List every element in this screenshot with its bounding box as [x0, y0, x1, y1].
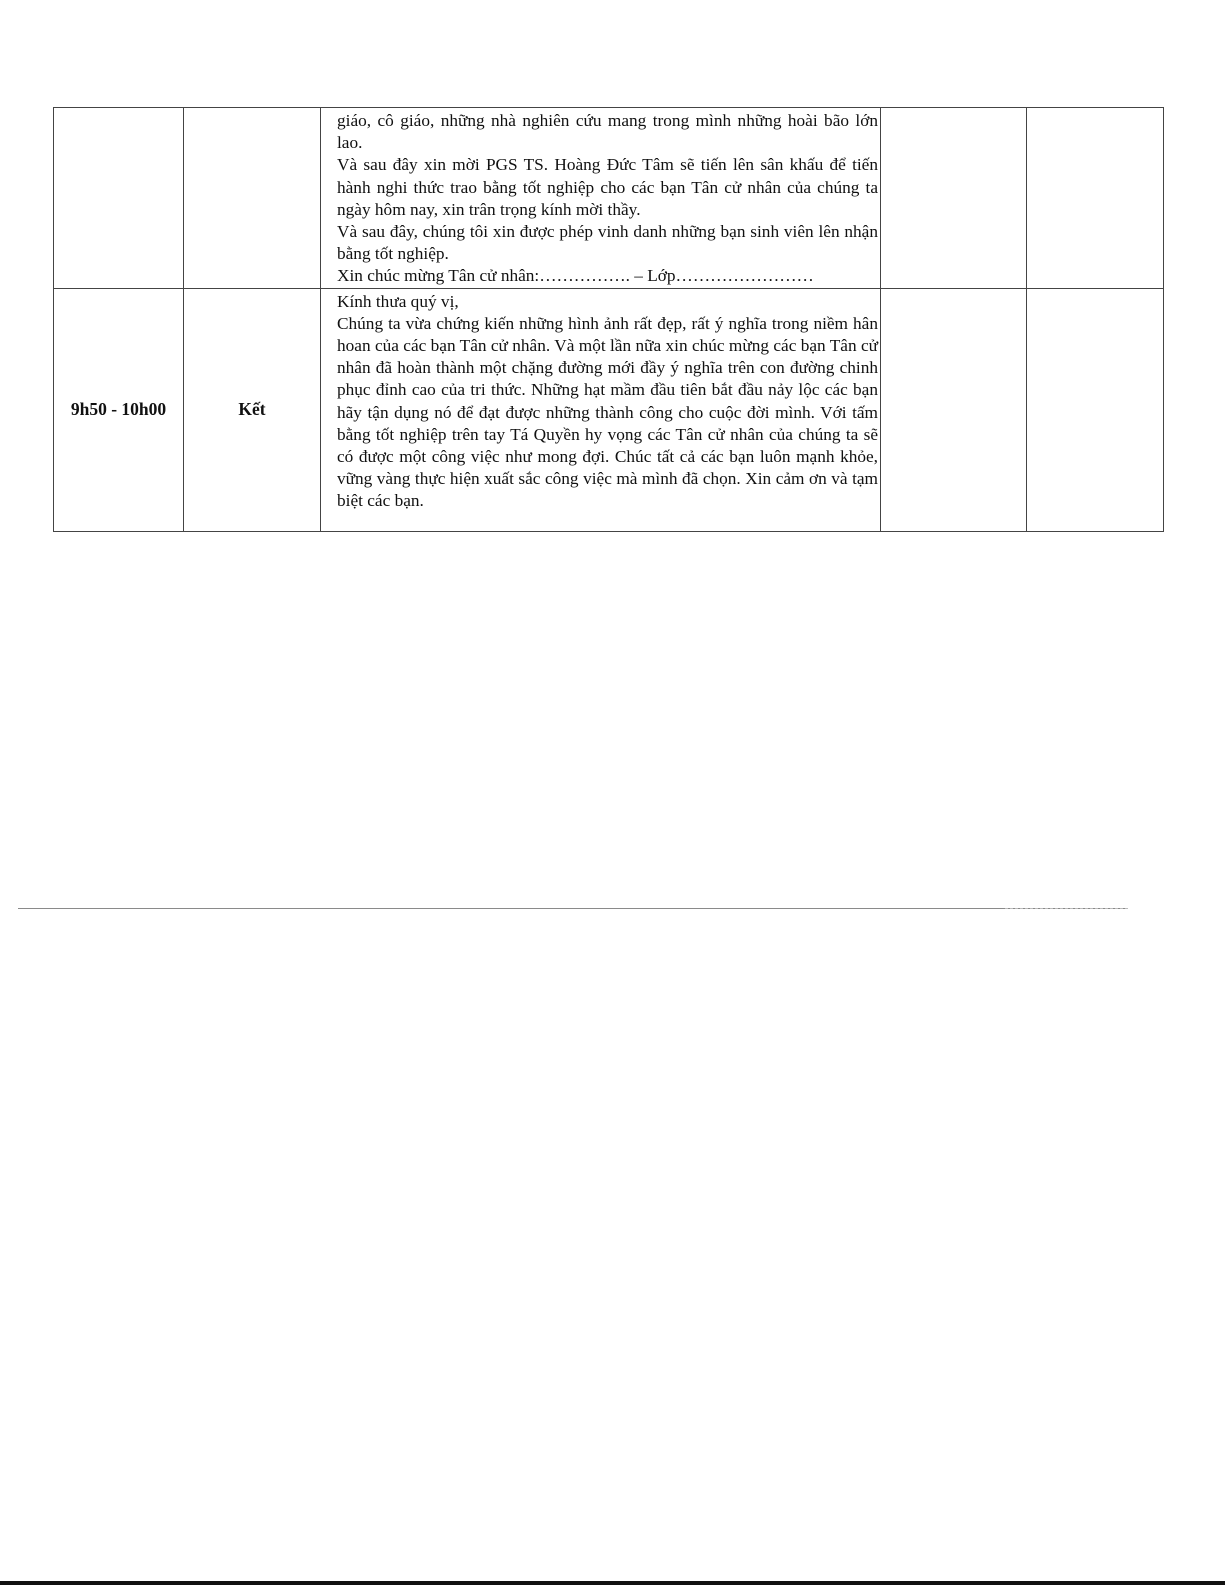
empty-cell — [1027, 288, 1164, 531]
empty-cell — [1027, 108, 1164, 289]
page-divider-dashed — [1005, 908, 1128, 909]
time-cell: 9h50 - 10h00 — [54, 288, 184, 531]
content-paragraph: Và sau đây xin mời PGS TS. Hoàng Đức Tâm sẽ tiến lên sân khấu để tiến hành nghi thức trao bằng tốt nghiệp cho các bạn Tân cử nhân của chúng ta ngày hôm nay, xin trân trọng kính mời thầy. — [337, 155, 878, 219]
content-cell — [321, 288, 881, 531]
page-divider — [18, 908, 1128, 909]
time-cell — [54, 108, 184, 289]
schedule-table — [53, 107, 1164, 532]
content-paragraph: Kính thưa quý vị, — [337, 291, 459, 311]
content-paragraph: Xin chúc mừng Tân cử nhân:……………. – Lớp…………………… — [337, 266, 814, 286]
table-row — [54, 108, 1164, 289]
content-paragraph: giáo, cô giáo, những nhà nghiên cứu mang trong mình những hoài bão lớn lao. — [337, 111, 878, 153]
table-row — [54, 288, 1164, 531]
content-paragraph: Và sau đây, chúng tôi xin được phép vinh danh những bạn sinh viên lên nhận bằng tốt nghiệp. — [337, 222, 878, 264]
item-cell: Kết — [184, 288, 321, 531]
content-paragraph: Chúng ta vừa chứng kiến những hình ảnh rất đẹp, rất ý nghĩa trong niềm hân hoan của các bạn Tân cử nhân. Và một lần nữa xin chúc mừng các bạn Tân cử nhân đã hoàn thành một chặng đường mới đầy ý nghĩa trên con đường chinh phục đỉnh cao của tri thức. Những hạt mầm đầu tiên bắt đầu nảy lộc các bạn hãy tận dụng nó để đạt được những thành công cho cuộc đời mình. Với tấm bằng tốt nghiệp trên tay Tá Quyền hy vọng các Tân cử nhân của chúng ta sẽ có được một công việc như mong đợi. Chúc tất cả các bạn luôn mạnh khỏe, vững vàng thực hiện xuất sắc công việc mà mình đã chọn. Xin cảm ơn và tạm biệt các bạn. — [337, 313, 878, 511]
empty-cell — [881, 288, 1027, 531]
item-cell — [184, 108, 321, 289]
empty-cell — [881, 108, 1027, 289]
page-bottom-edge — [0, 1581, 1225, 1585]
content-cell — [321, 108, 881, 289]
